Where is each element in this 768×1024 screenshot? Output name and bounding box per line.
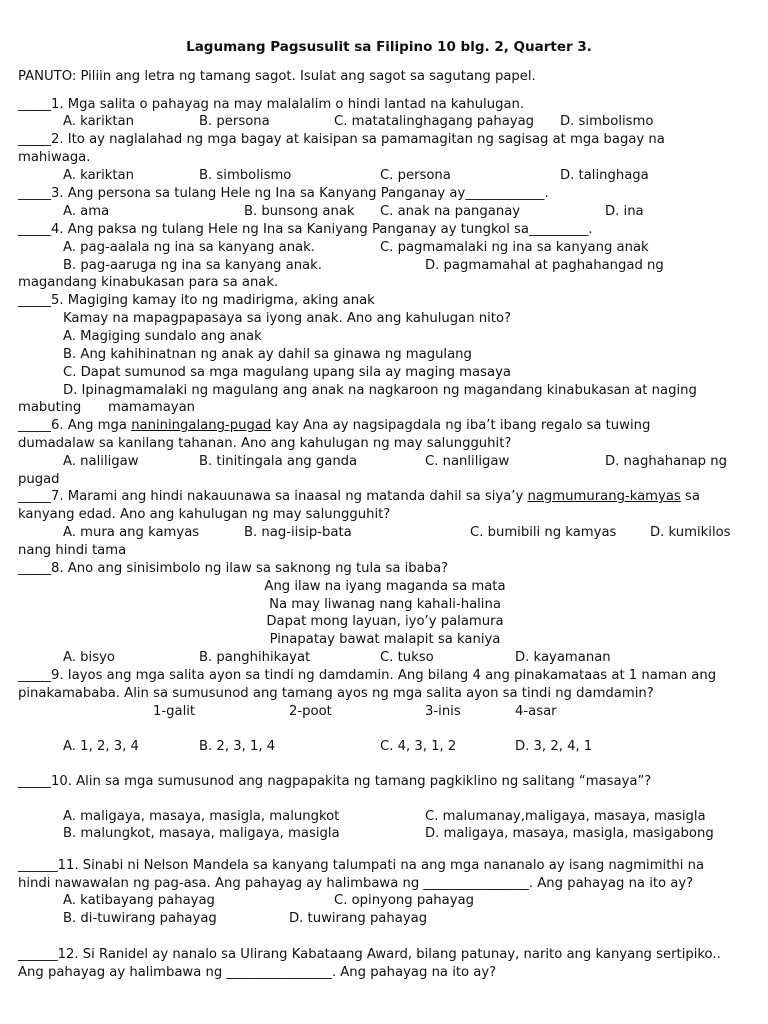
q7-text-post: sa [680,489,700,504]
question-8: _____8. Ano ang sinisimbolo ng ilaw sa saknong ng tula sa ibaba? [18,561,449,576]
q6-option-c: C. nanliligaw [425,454,510,469]
q6-option-d-cont: pugad [18,472,60,487]
question-11-cont: hindi nawawalan ng pag-asa. Ang pahayag ay halimbawa ng ________________. Ang pahayag na ito ay? [18,876,694,891]
q7-underlined-term: nagmumurang-kamyas [527,489,681,504]
q7-option-d-cont: nang hindi tama [18,543,127,558]
q4-option-a: A. pag-aalala ng ina sa kanyang anak. [63,240,315,255]
q6-text-pre: _____6. Ang mga [18,418,132,433]
question-7-cont: kanyang edad. Ano ang kahulugan ng may salungguhit? [18,507,391,522]
q11-option-c: C. opinyong pahayag [334,893,474,908]
question-2-cont: mahiwaga. [18,150,91,165]
q8-option-d: D. kayamanan [515,650,611,665]
question-5: _____5. Magiging kamay ito ng madirigma, aking anak [18,293,375,308]
instructions: PANUTO: Piliin ang letra ng tamang sagot. Isulat ang sagot sa sagutang papel. [18,69,536,84]
question-4: _____4. Ang paksa ng tulang Hele ng Ina sa Kaniyang Panganay ay tungkol sa_________. [18,222,593,237]
q5-option-b: B. Ang kahihinatnan ng anak ay dahil sa ginawa ng magulang [63,347,472,362]
question-12: ______12. Si Ranidel ay nanalo sa Ulirang Kabataang Award, bilang patunay, narito ang kanyang sertipiko.. [18,947,721,962]
question-1: _____1. Mga salita o pahayag na may malalalim o hindi lantad na kahulugan. [18,97,525,112]
question-11: ______11. Sinabi ni Nelson Mandela sa kanyang talumpati na ang mga nananalo ay isang nagmimithi na [18,858,705,873]
q7-text-pre: _____7. Marami ang hindi nakauunawa sa inaasal ng matanda dahil sa siya’y [18,489,528,504]
question-10: _____10. Alin sa mga sumusunod ang nagpapakita ng tamang pagkiklino ng salitang “masaya”? [18,774,652,789]
q3-option-a: A. ama [63,204,110,219]
q9-option-b: B. 2, 3, 1, 4 [199,739,276,754]
question-9: _____9. Iayos ang mga salita ayon sa tindi ng damdamin. Ang bilang 4 ang pinakamataas at 1 naman ang [18,668,717,683]
q11-option-b: B. di-tuwirang pahayag [63,911,217,926]
q9-option-c: C. 4, 3, 1, 2 [380,739,457,754]
poem-line: Ang ilaw na iyang maganda sa mata [264,579,506,594]
q7-option-b: B. nag-iisip-bata [244,525,352,540]
q5-option-d: D. Ipinagmamalaki ng magulang ang anak na nagkaroon ng magandang kinabukasan at naging [63,383,697,398]
q6-option-a: A. naliligaw [63,454,139,469]
q2-option-c: C. persona [380,168,451,183]
q2-option-b: B. simbolismo [199,168,292,183]
question-6-cont: dumadalaw sa kanilang tahanan. Ano ang kahulugan ng may salungguhit? [18,436,512,451]
question-7 [18,488,700,505]
question-5-cont: Kamay na mapagpapasaya sa iyong anak. Ano ang kahulugan nito? [63,311,512,326]
q7-option-a: A. mura ang kamyas [63,525,200,540]
q10-option-d: D. maligaya, masaya, masigla, masigabong [425,826,714,841]
q3-option-b: B. bunsong anak [244,204,355,219]
q3-option-c: C. anak na panganay [380,204,521,219]
q3-option-d: D. ina [605,204,644,219]
q10-option-b: B. malungkot, masaya, maligaya, masigla [63,826,340,841]
q9-option-d: D. 3, 2, 4, 1 [515,739,593,754]
q7-option-d: D. kumikilos [650,525,731,540]
q8-option-c: C. tukso [380,650,434,665]
q6-underlined-term: naniningalang-pugad [131,418,272,433]
q1-option-c: C. matatalinghagang pahayag [334,114,535,129]
question-9-cont: pinakamababa. Alin sa sumusunod ang tamang ayos ng mga salita ayon sa tindi ng damdamin? [18,686,654,701]
q5-option-a: A. Magiging sundalo ang anak [63,329,262,344]
page-title: Lagumang Pagsusulit sa Filipino 10 blg. 2, Quarter 3. [186,39,592,55]
q8-option-a: A. bisyo [63,650,115,665]
q4-option-c: C. pagmamalaki ng ina sa kanyang anak [380,240,649,255]
q1-option-a: A. kariktan [63,114,134,129]
q9-word-3: 3-inis [425,704,461,719]
q10-option-c: C. malumanay,maligaya, masaya, masigla [425,809,706,824]
q7-option-c: C. bumibili ng kamyas [470,525,617,540]
q4-option-b: B. pag-aaruga ng ina sa kanyang anak. [63,258,322,273]
question-6 [18,417,650,434]
q9-word-2: 2-poot [289,704,332,719]
poem-line: Dapat mong layuan, iyo’y palamura [266,614,504,629]
q4-option-d: D. pagmamahal at paghahangad ng [425,258,664,273]
q9-word-4: 4-asar [515,704,557,719]
q5-option-d-cont-a: mabuting [18,400,82,415]
poem-line: Pinapatay bawat malapit sa kaniya [269,632,501,647]
q6-option-b: B. tinitingala ang ganda [199,454,358,469]
q6-option-d: D. naghahanap ng [605,454,727,469]
question-12-cont: Ang pahayag ay halimbawa ng ________________. Ang pahayag na ito ay? [18,965,497,980]
q10-option-a: A. maligaya, masaya, masigla, malungkot [63,809,340,824]
question-2: _____2. Ito ay naglalahad ng mga bagay at kaisipan sa pamamagitan ng sagisag at mga bagay na [18,132,665,147]
q6-text-post: kay Ana ay nagsipagdala ng iba’t ibang regalo sa tuwing [271,418,651,433]
q11-option-a: A. katibayang pahayag [63,893,215,908]
q8-option-b: B. panghihikayat [199,650,311,665]
q2-option-d: D. talinghaga [560,168,649,183]
q5-option-c: C. Dapat sumunod sa mga magulang upang sila ay maging masaya [63,365,511,380]
q5-option-d-cont-b: mamamayan [108,400,196,415]
q4-option-d-cont: magandang kinabukasan para sa anak. [18,275,279,290]
q9-word-1: 1-galit [153,704,196,719]
q9-option-a: A. 1, 2, 3, 4 [63,739,139,754]
poem-line: Na may liwanag nang kahali-halina [269,597,501,612]
q2-option-a: A. kariktan [63,168,134,183]
q1-option-d: D. simbolismo [560,114,654,129]
q11-option-d: D. tuwirang pahayag [289,911,428,926]
q1-option-b: B. persona [199,114,270,129]
question-3: _____3. Ang persona sa tulang Hele ng Ina sa Kanyang Panganay ay____________. [18,186,549,201]
